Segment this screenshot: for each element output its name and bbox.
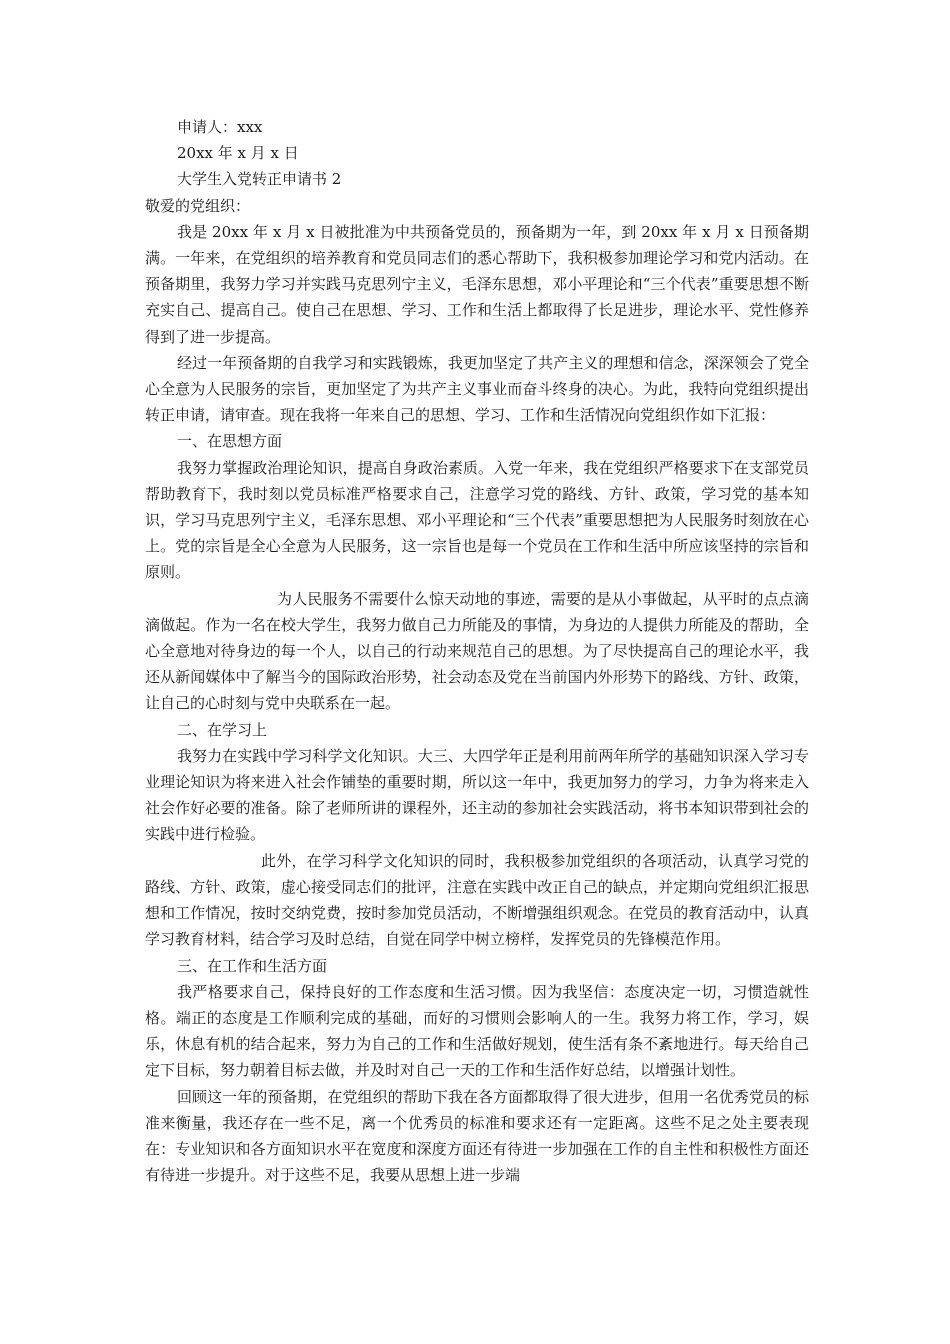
- body-paragraph: 我严格要求自己，保持良好的工作态度和生活习惯。因为我坚信：态度决定一切，习惯造就性格。端正的态度是工作顺利完成的基础，而好的习惯则会影响人的一生。我努力将工作，学习，娱乐，休息有机的结合起来，努力为自己的工作和生活做好规划，使生活有条不紊地进行。每天给自己定下目标，努力朝着目标去做，并及时对自己一天的工作和生活作好总结，以增强计划性。: [145, 982, 809, 1080]
- salutation: 敬爱的党组织：: [145, 196, 251, 215]
- applicant-line: 申请人：xxx: [177, 118, 263, 136]
- body-paragraph: 经过一年预备期的自我学习和实践锻炼，我更加坚定了共产主义的理想和信念，深深领会了党全心全意为人民服务的宗旨，更加坚定了为共产主义事业而奋斗终身的决心。为此，我特向党组织提出转正申请，请审查。现在我将一年来自己的思想、学习、工作和生活情况向党组织作如下汇报：: [145, 353, 809, 425]
- document-title: 大学生入党转正申请书 2: [177, 170, 342, 189]
- body-paragraph: 我努力在实践中学习科学文化知识。大三、大四学年正是利用前两年所学的基础知识深入学习专业理论知识为将来进入社会作铺垫的重要时期，所以这一年中，我更加努力的学习，力争为将来走入社会作好必要的准备。除了老师所讲的课程外，还主动的参加社会实践活动，将书本知识带到社会的实践中进行检验。: [145, 746, 809, 844]
- body-paragraph: 我努力掌握政治理论知识，提高自身政治素质。入党一年来，我在党组织严格要求下在支部党员帮助教育下，我时刻以党员标准严格要求自己，注意学习党的路线、方针、政策，学习党的基本知识，学习马克思列宁主义，毛泽东思想、邓小平理论和“三个代表”重要思想把为人民服务时刻放在心上。党的宗旨是全心全意为人民服务，这一宗旨也是每一个党员在工作和生活中所应该坚持的宗旨和原则。: [145, 458, 809, 582]
- section-heading: 三、在工作和生活方面: [177, 956, 328, 975]
- date-line: 20xx 年 x 月 x 日: [177, 144, 299, 163]
- body-paragraph: 此外，在学习科学文化知识的同时，我积极参加党组织的各项活动，认真学习党的路线、方针、政策，虚心接受同志们的批评，注意在实践中改正自己的缺点，并定期向党组织汇报思想和工作情况，按时交纳党费，按时参加党员活动，不断增强组织观念。在党员的教育活动中，认真学习教育材料，结合学习及时总结，自觉在同学中树立榜样，发挥党员的先锋模范作用。: [145, 851, 809, 949]
- body-paragraph: 回顾这一年的预备期，在党组织的帮助下我在各方面都取得了很大进步，但用一名优秀党员的标准来衡量，我还存在一些不足，离一个优秀员的标准和要求还有一定距离。这些不足之处主要表现在：专业知识和各方面知识水平在宽度和深度方面还有待进一步加强在工作的自主性和积极性方面还有待进一步提升。对于这些不足，我要从思想上进一步端: [145, 1087, 809, 1185]
- document-body: [145, 114, 809, 1188]
- section-heading: 一、在思想方面: [177, 432, 283, 451]
- section-heading: 二、在学习上: [177, 720, 268, 739]
- body-paragraph: 我是 20xx 年 x 月 x 日被批准为中共预备党员的，预备期为一年，到 20xx 年 x 月 x 日预备期满。一年来，在党组织的培养教育和党员同志们的悉心帮助下，我积极参加理论学习和党内活动。在预备期里，我努力学习并实践马克思列宁主义，毛泽东思想，邓小平理论和“三个代表”重要思想不断充实自己、提高自己。使自己在思想、学习、工作和生活上都取得了长足进步，理论水平、党性修养得到了进一步提高。: [145, 222, 809, 346]
- body-paragraph: 为人民服务不需要什么惊天动地的事迹，需要的是从小事做起，从平时的点点滴滴做起。作为一名在校大学生，我努力做自己力所能及的事情，为身边的人提供力所能及的帮助，全心全意地对待身边的每一个人，以自己的行动来规范自己的思想。为了尽快提高自己的理论水平，我还从新闻媒体中了解当今的国际政治形势，社会动态及党在当前国内外形势下的路线、方针、政策，让自己的心时刻与党中央联系在一起。: [145, 589, 809, 713]
